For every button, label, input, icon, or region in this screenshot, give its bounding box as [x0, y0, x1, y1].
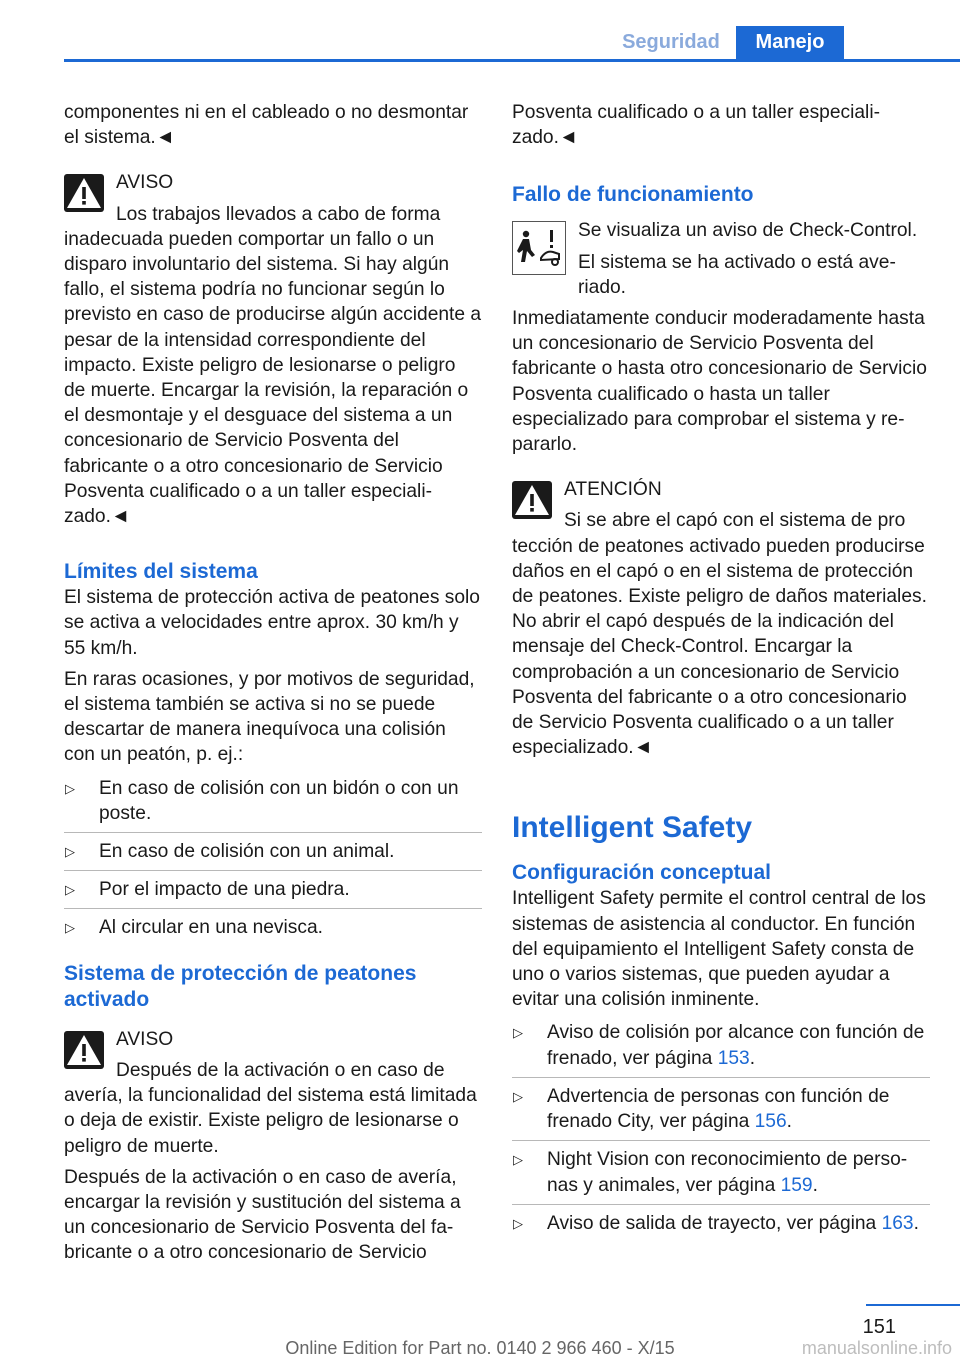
warning-triangle-icon — [512, 481, 552, 519]
config-paragraph: Intelligent Safety permite el control central de los sistemas de asistencia al conductor. En función del equipamiento el Intelligent Safety consta de uno o varios sistemas, que pueden ayudar a evitar una colisión inminente. — [512, 888, 926, 1011]
list-item — [64, 776, 482, 833]
edition-note: Online Edition for Part no. 0140 2 966 460 - X/15 — [285, 1338, 675, 1358]
check-control-text — [578, 218, 930, 300]
section-heading-configuracion: Configuración conceptual — [512, 861, 772, 885]
list-item-text: Advertencia de personas con función de frenado City, ver página — [547, 1085, 890, 1133]
check-control-paragraph-1: Se visualiza un aviso de Check-Control. — [578, 220, 918, 242]
sistema-paragraph: Después de la activación o en caso de avería, encargar la revisión y sustitución del sistema a un concesionario de Servicio Posventa del fabricante o a otro concesionario de Servicio — [64, 1166, 461, 1264]
pedestrian-protection-icon — [512, 221, 566, 275]
page-reference-link[interactable]: 153 — [717, 1047, 750, 1069]
list-item — [64, 877, 482, 909]
triangle-bullet-icon: ▷ — [65, 882, 75, 898]
list-item — [512, 1211, 930, 1242]
section-heading-fallo: Fallo de funcionamiento — [512, 183, 754, 207]
list-item-text: Por el impacto de una piedra. — [99, 879, 350, 901]
limites-list — [64, 776, 482, 947]
header-rule — [64, 59, 960, 62]
triangle-bullet-icon: ▷ — [513, 1215, 523, 1231]
left-column — [64, 100, 482, 1266]
chapter-heading-intelligent-safety: Intelligent Safety — [512, 811, 753, 845]
page-reference-link[interactable]: 156 — [754, 1111, 787, 1133]
right-column — [512, 100, 930, 1248]
section-heading-sistema-activado: Sistema de protección de peatones activado — [64, 961, 417, 1011]
list-item-end: . — [749, 1047, 756, 1069]
check-control-paragraph-2: El sistema se ha activado o está averiado. — [578, 251, 896, 298]
triangle-bullet-icon: ▷ — [65, 920, 75, 936]
warning-box-atencion — [512, 477, 930, 760]
intelligent-safety-list — [512, 1020, 930, 1241]
warning-title: ATENCIÓN — [564, 479, 662, 501]
footer-rule — [866, 1304, 960, 1306]
warning-text: avería, la funcionalidad del sistema está limitada o deja de existir. Existe peligro de lesionarse o peligro de muerte. — [64, 1085, 477, 1157]
list-item-end: . — [913, 1212, 919, 1234]
list-item-text: Al circular en una nevisca. — [99, 917, 323, 939]
tab-manejo[interactable]: Manejo — [736, 26, 844, 59]
paragraph-continuation: Posventa cualificado o a un taller especializado.◄ — [512, 102, 880, 149]
page-reference-link[interactable]: 159 — [780, 1174, 813, 1196]
fallo-paragraph: Inmediatamente conducir moderadamente hasta un concesionario de Servicio Posventa del fabricante o hasta otro concesionario de Servicio Posventa cualificado o hasta un taller especializado para comprobar el sistema y repararlo. — [512, 308, 927, 456]
warning-text-first-line: Después de la activación o en caso de — [116, 1059, 445, 1081]
list-item — [512, 1084, 930, 1141]
warning-triangle-icon — [64, 1031, 104, 1069]
list-item-text: En caso de colisión con un animal. — [99, 841, 395, 863]
triangle-bullet-icon: ▷ — [513, 1152, 523, 1168]
warning-box-aviso-1 — [64, 170, 482, 529]
triangle-bullet-icon: ▷ — [513, 1025, 523, 1041]
list-item-text: En caso de colisión con un bidón o con un poste. — [99, 777, 459, 824]
warning-text: inadecuada pueden comportar un fallo o un disparo involuntario del sistema. Si hay algún fallo, el sistema podría no funcionar según lo previsto en caso de producirse algún accidente a pesar de la intensidad correspondiente del impacto. Existe peligro de lesionarse o peligro de muerte. Encargar la revisión, la reparación o el desmontaje y el desguace del sistema a un concesionario de Servicio Posventa del fabricante o a otro concesionario de Servicio Posventa cualificado o a un taller especializado.◄ — [64, 228, 482, 528]
warning-box-aviso-2 — [64, 1027, 482, 1159]
limites-paragraph-2: En raras ocasiones, y por motivos de seguridad, el sistema también se activa si no se puede descartar de manera inequívoca una colisión con un peatón, p. ej.: — [64, 668, 475, 766]
warning-title: AVISO — [116, 1028, 174, 1050]
watermark: manualsonline.info — [801, 1338, 952, 1358]
tab-seguridad[interactable]: Seguridad — [622, 31, 720, 53]
list-item-end: . — [812, 1174, 818, 1196]
list-item-text: Night Vision con reconocimiento de personas y animales, ver página — [547, 1149, 908, 1196]
list-item-text: Aviso de salida de trayecto, ver página — [547, 1212, 882, 1234]
warning-triangle-icon — [64, 174, 104, 212]
list-item-text: Aviso de colisión por alcance con función de frenado, ver página — [547, 1022, 925, 1069]
list-item — [512, 1147, 930, 1204]
limites-paragraph-1: El sistema de protección activa de peatones solo se activa a velocidades entre aprox. 30 km/h y 55 km/h. — [64, 587, 480, 659]
warning-title: AVISO — [116, 172, 174, 194]
warning-text-first-line: Si se abre el capó con el sistema de pro — [564, 510, 906, 532]
triangle-bullet-icon: ▷ — [65, 844, 75, 860]
section-heading-limites: Límites del sistema — [64, 560, 258, 584]
paragraph-continuation: componentes ni en el cableado o no desmontar el sistema.◄ — [64, 102, 469, 149]
check-control-block — [512, 218, 930, 300]
list-item — [64, 839, 482, 871]
triangle-bullet-icon: ▷ — [513, 1088, 523, 1104]
warning-text-first-line: Los trabajos llevados a cabo de forma — [116, 203, 441, 225]
list-item-end: . — [786, 1111, 792, 1133]
list-item — [64, 915, 482, 946]
list-item — [512, 1020, 930, 1077]
page-number: 151 — [862, 1316, 896, 1338]
page-reference-link[interactable]: 163 — [881, 1212, 914, 1234]
triangle-bullet-icon: ▷ — [65, 780, 75, 796]
warning-text: tección de peatones activado pueden producirse daños en el capó o en el sistema de protección de peatones. Existe peligro de daños materiales. No abrir el capó después de la indicación del mensaje del Check-Control. Encargar la comprobación a un concesionario de Servicio Posventa del fabricante o a otro concesionario de Servicio Posventa cualificado o a un taller especializado.◄ — [512, 535, 927, 759]
